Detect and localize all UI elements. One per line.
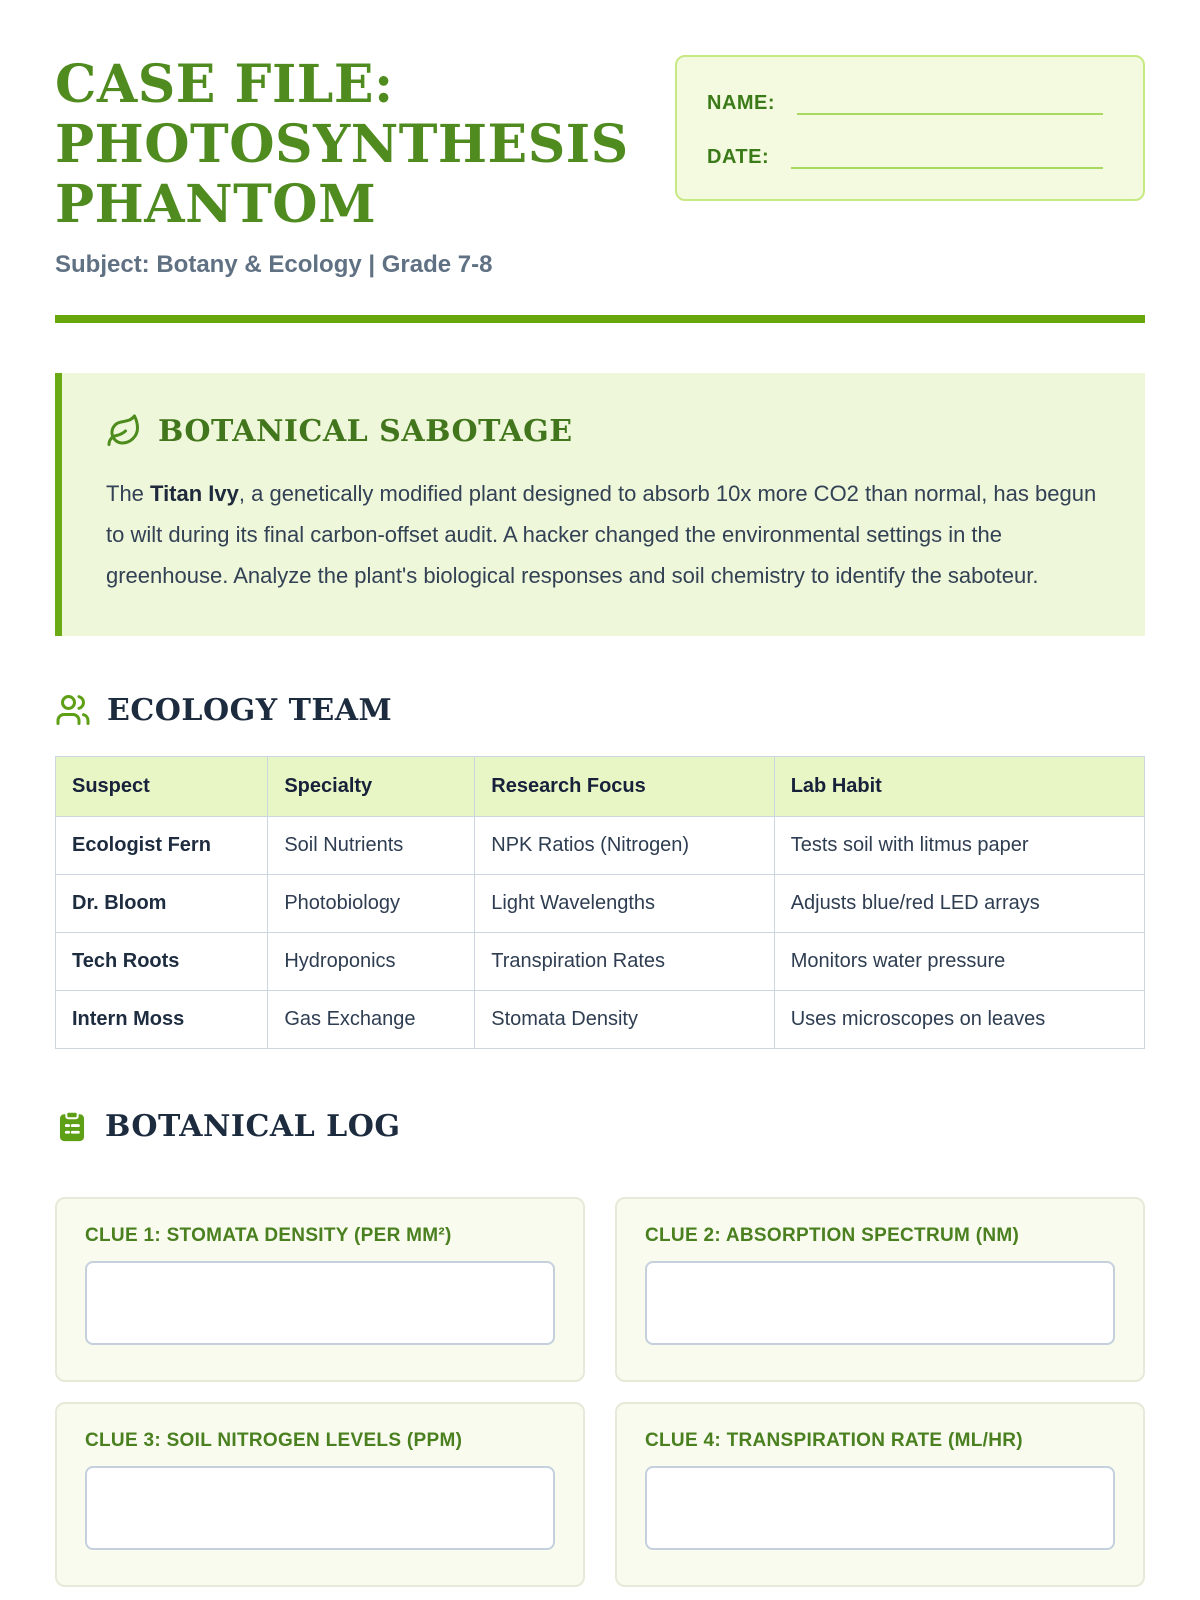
clue-4-input[interactable] (645, 1466, 1115, 1550)
table-header-row (56, 757, 1145, 817)
table-row (56, 875, 1145, 933)
title-block (55, 55, 645, 279)
briefing-text-after: , a genetically modified plant designed to absorb 10x more CO2 than normal, has begun to wilt during its final carbon-offset audit. A hacker changed the environmental settings in the greenhouse. Analyze the plant's biological responses and soil chemistry to identify the saboteur. (106, 481, 1097, 588)
cell-research-focus: Light Wavelengths (475, 875, 774, 933)
clue-2-input[interactable] (645, 1261, 1115, 1345)
cell-specialty: Gas Exchange (268, 991, 475, 1049)
col-header-research-focus: Research Focus (475, 757, 774, 817)
clue-grid (55, 1197, 1145, 1587)
cell-specialty: Hydroponics (268, 933, 475, 991)
briefing-title: BOTANICAL SABOTAGE (158, 413, 573, 449)
name-label: NAME: (707, 92, 776, 114)
cell-research-focus: Transpiration Rates (475, 933, 774, 991)
suspects-table (55, 756, 1145, 1049)
clipboard-list-icon (55, 1110, 89, 1144)
clue-card-1 (55, 1197, 585, 1382)
table-row (56, 991, 1145, 1049)
name-date-box (675, 55, 1145, 201)
briefing-bold-term: Titan Ivy (150, 481, 239, 506)
cell-lab-habit: Uses microscopes on leaves (774, 991, 1144, 1049)
subject-grade-line: Subject: Botany & Ecology | Grade 7-8 (55, 251, 493, 278)
briefing-text-before: The (106, 481, 151, 506)
date-row (707, 141, 1103, 169)
col-header-specialty: Specialty (268, 757, 475, 817)
date-input-line[interactable] (791, 141, 1103, 169)
cell-suspect: Tech Roots (56, 933, 268, 991)
team-heading (55, 692, 1145, 728)
clue-card-3 (55, 1402, 585, 1587)
table-row (56, 817, 1145, 875)
page-title: CASE FILE: PHOTOSYNTHESIS PHANTOM (55, 54, 629, 235)
clue-3-label: CLUE 3: SOIL NITROGEN LEVELS (PPM) (85, 1430, 463, 1451)
header (55, 55, 1145, 279)
briefing-panel (55, 373, 1145, 636)
briefing-text (106, 473, 1099, 596)
briefing-heading (106, 413, 1099, 449)
clue-1-input[interactable] (85, 1261, 555, 1345)
team-title: ECOLOGY TEAM (107, 692, 393, 728)
cell-suspect: Intern Moss (56, 991, 268, 1049)
header-divider (55, 315, 1145, 323)
col-header-suspect: Suspect (56, 757, 268, 817)
cell-research-focus: NPK Ratios (Nitrogen) (475, 817, 774, 875)
leaf-icon (106, 413, 142, 449)
clue-4-label: CLUE 4: TRANSPIRATION RATE (ML/HR) (645, 1430, 1023, 1451)
log-title: BOTANICAL LOG (105, 1109, 401, 1144)
cell-specialty: Soil Nutrients (268, 817, 475, 875)
name-input-line[interactable] (797, 87, 1103, 115)
clue-1-label: CLUE 1: STOMATA DENSITY (PER MM²) (85, 1225, 452, 1246)
cell-suspect: Dr. Bloom (56, 875, 268, 933)
col-header-lab-habit: Lab Habit (774, 757, 1144, 817)
cell-research-focus: Stomata Density (475, 991, 774, 1049)
clue-card-4 (615, 1402, 1145, 1587)
cell-lab-habit: Adjusts blue/red LED arrays (774, 875, 1144, 933)
cell-suspect: Ecologist Fern (56, 817, 268, 875)
table-row (56, 933, 1145, 991)
users-icon (55, 692, 91, 728)
clue-card-2 (615, 1197, 1145, 1382)
name-row (707, 87, 1103, 115)
cell-lab-habit: Monitors water pressure (774, 933, 1144, 991)
cell-specialty: Photobiology (268, 875, 475, 933)
clue-3-input[interactable] (85, 1466, 555, 1550)
log-heading (55, 1109, 1145, 1144)
date-label: DATE: (707, 146, 770, 168)
clue-2-label: CLUE 2: ABSORPTION SPECTRUM (NM) (645, 1225, 1020, 1246)
cell-lab-habit: Tests soil with litmus paper (774, 817, 1144, 875)
